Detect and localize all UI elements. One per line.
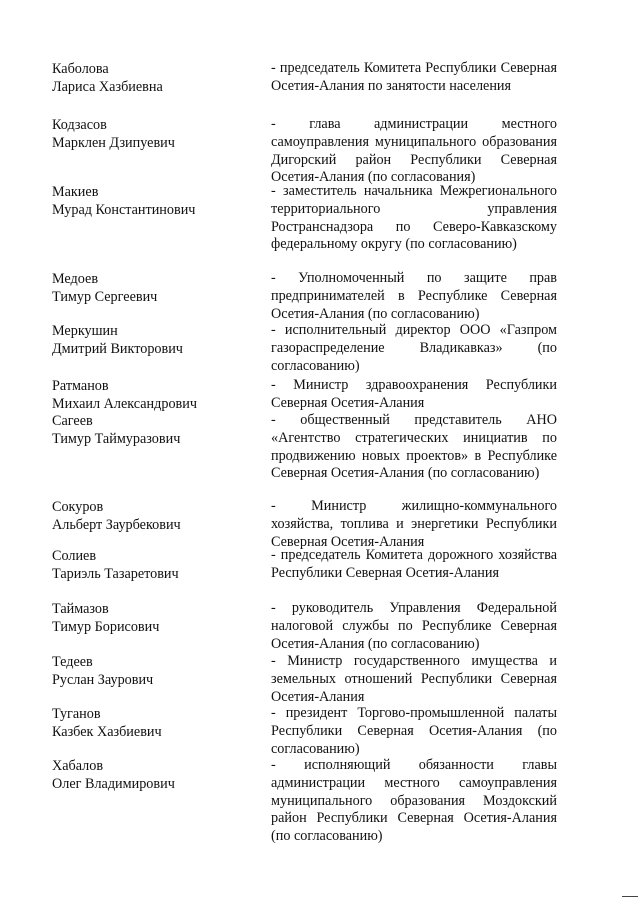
member-role: - президент Торгово-промышленной палаты Республики Северная Осетия-Алания (по согласованию) bbox=[271, 705, 557, 757]
member-role: - Министр здравоохранения Республики Северная Осетия-Алания bbox=[271, 377, 557, 411]
member-surname: Солиев bbox=[52, 548, 97, 564]
member-name bbox=[52, 705, 262, 741]
member-surname: Кодзасов bbox=[52, 117, 107, 133]
member-surname: Таймазов bbox=[52, 601, 109, 617]
member-surname: Сокуров bbox=[52, 499, 104, 515]
member-name bbox=[52, 600, 262, 636]
member-given-name: Тимур Борисович bbox=[52, 619, 160, 635]
member-given-name: Казбек Хазбиевич bbox=[52, 724, 162, 740]
member-surname: Туганов bbox=[52, 706, 101, 722]
member-given-name: Лариса Хазбиевна bbox=[52, 79, 163, 95]
member-role: - председатель Комитета Республики Северная Осетия-Алания по занятости населения bbox=[271, 60, 557, 94]
member-given-name: Тариэль Тазаретович bbox=[52, 566, 179, 582]
member-given-name: Марклен Дзипуевич bbox=[52, 135, 175, 151]
member-surname: Макиев bbox=[52, 184, 99, 200]
member-given-name: Альберт Заурбекович bbox=[52, 517, 181, 533]
member-surname: Ратманов bbox=[52, 378, 109, 394]
member-given-name: Михаил Александрович bbox=[52, 396, 197, 412]
member-role: - глава администрации местного самоуправления муниципального образования Дигорский район Республики Северная Осетия-Алания (по согласования) bbox=[271, 116, 557, 186]
member-given-name: Дмитрий Викторович bbox=[52, 341, 183, 357]
member-name bbox=[52, 757, 262, 793]
member-role: - исполняющий обязанности главы администрации местного самоуправления муниципального образования Моздокский район Республики Северная Осетия-Алания (по согласованию) bbox=[271, 757, 557, 845]
member-surname: Каболова bbox=[52, 61, 109, 77]
member-name bbox=[52, 116, 262, 152]
member-role: - общественный представитель АНО «Агентство стратегических инициатив по продвижению новых проектов» в Республике Северная Осетия-Алания (по согласованию) bbox=[271, 412, 557, 482]
member-given-name: Тимур Таймуразович bbox=[52, 431, 181, 447]
member-name bbox=[52, 547, 262, 583]
member-name bbox=[52, 270, 262, 306]
member-role: - председатель Комитета дорожного хозяйства Республики Северная Осетия-Алания bbox=[271, 547, 557, 581]
member-role: - исполнительный директор ООО «Газпром газораспределение Владикавказ» (по согласованию) bbox=[271, 322, 557, 374]
member-name bbox=[52, 60, 262, 96]
member-name bbox=[52, 498, 262, 534]
member-role: - Уполномоченный по защите прав предпринимателей в Республике Северная Осетия-Алания (по согласованию) bbox=[271, 270, 557, 322]
member-given-name: Тимур Сергеевич bbox=[52, 289, 158, 305]
member-name bbox=[52, 183, 262, 219]
member-surname: Тедеев bbox=[52, 654, 93, 670]
member-name bbox=[52, 653, 262, 689]
member-given-name: Мурад Константинович bbox=[52, 202, 196, 218]
member-role: - руководитель Управления Федеральной налоговой службы по Республике Северная Осетия-Алания (по согласованию) bbox=[271, 600, 557, 652]
member-surname: Меркушин bbox=[52, 323, 118, 339]
member-name bbox=[52, 412, 262, 448]
member-name bbox=[52, 377, 262, 413]
member-role: - Министр государственного имущества и земельных отношений Республики Северная Осетия-Алания bbox=[271, 653, 557, 705]
member-role: - Министр жилищно-коммунального хозяйства, топлива и энергетики Республики Северная Осетия-Алания bbox=[271, 498, 557, 550]
page-edge-mark bbox=[622, 896, 638, 897]
member-surname: Сагеев bbox=[52, 413, 93, 429]
member-given-name: Руслан Заурович bbox=[52, 672, 154, 688]
member-given-name: Олег Владимирович bbox=[52, 776, 175, 792]
member-name bbox=[52, 322, 262, 358]
member-surname: Хабалов bbox=[52, 758, 104, 774]
member-role: - заместитель начальника Межрегионального территориального управления Ространснадзора по Северо-Кавказскому федеральному округу (по согласованию) bbox=[271, 183, 557, 253]
member-surname: Медоев bbox=[52, 271, 99, 287]
